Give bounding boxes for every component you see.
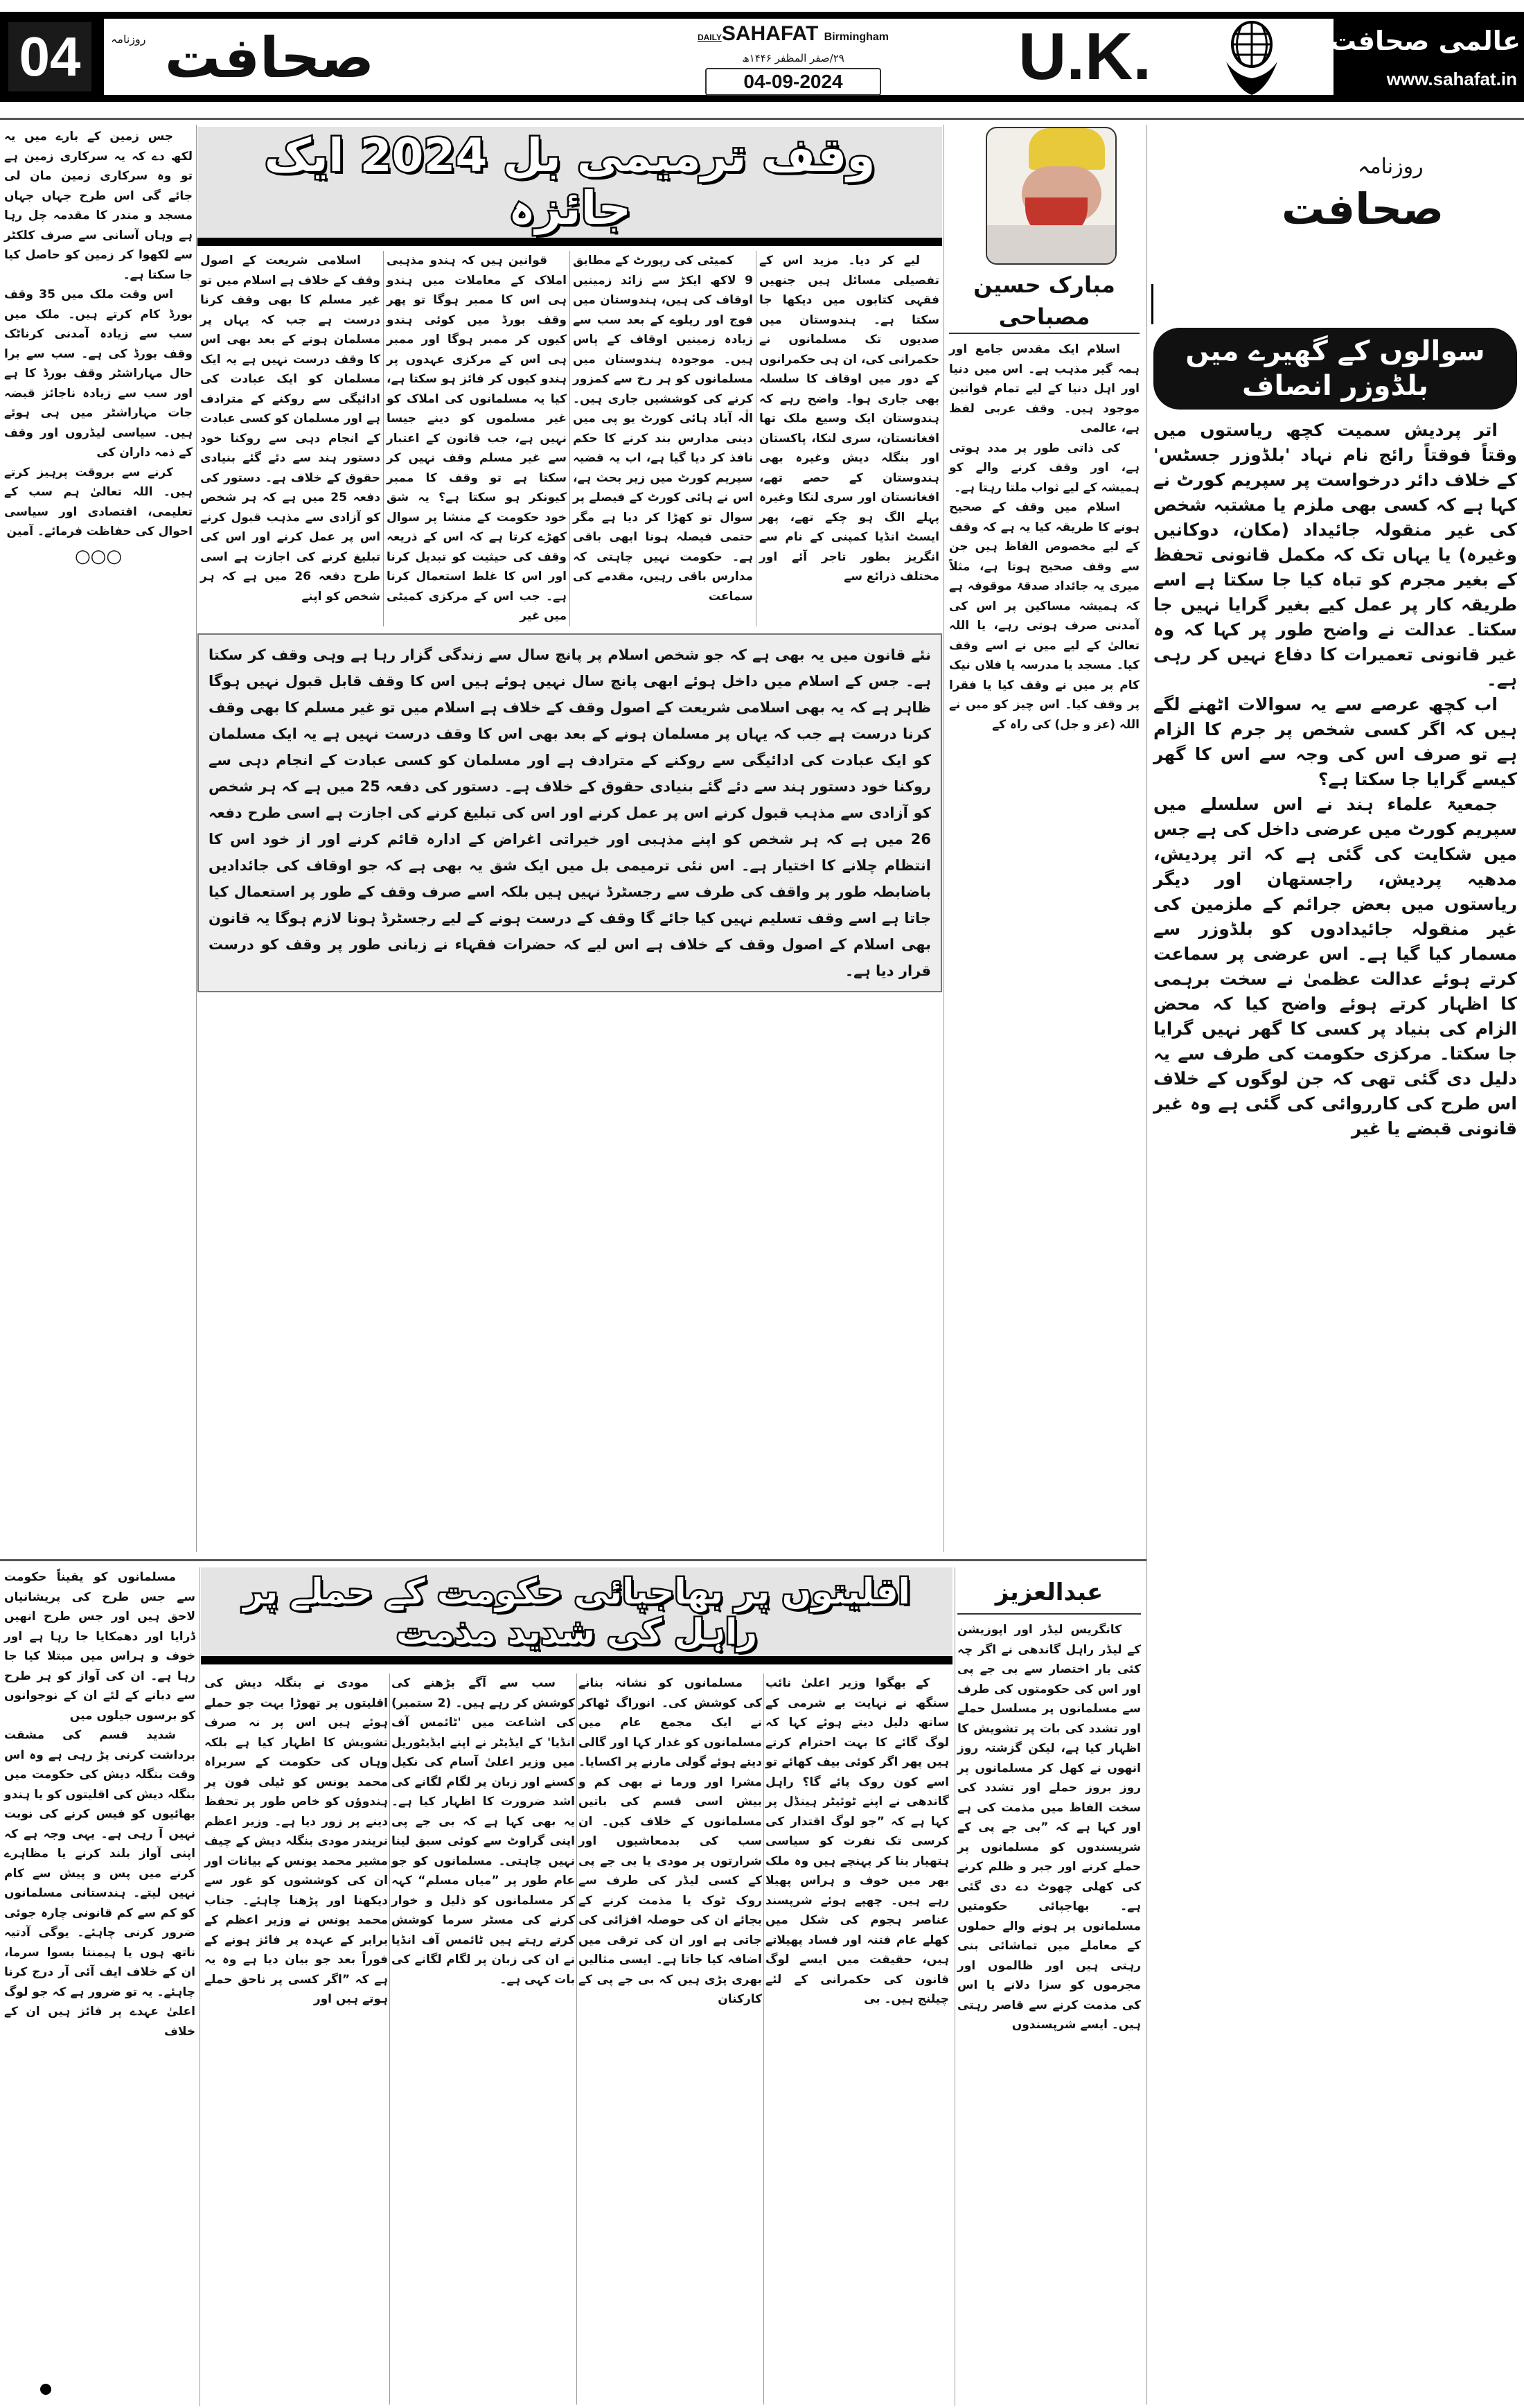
divider bbox=[1151, 284, 1153, 324]
author-column-text bbox=[949, 340, 1140, 735]
issue-date: 04-09-2024 bbox=[705, 68, 881, 96]
divider bbox=[0, 1559, 1146, 1561]
paragraph: اس وقت ملک میں 35 وقف بورڈ کام کرتے ہیں۔ ملک میں سب سے زیادہ آمدنی کرناٹک وقف بورڈ کی ہے۔ سب سے برا حال مہاراشٹر وقف بورڈ کا ہے اور سب سے زیادہ ناجائز قبضہ جات مہاراشٹر میں ہی ہوئے ہیں۔ سیاسی لیڈروں اور وقف کے ذمہ داران کی bbox=[4, 288, 193, 459]
article-column bbox=[383, 251, 569, 626]
end-mark: ○○○ bbox=[74, 545, 123, 567]
daily-prefix: DAILY bbox=[697, 33, 722, 42]
editorial-masthead-title: صحافت bbox=[1282, 184, 1444, 234]
author-name: عبدالعزیز bbox=[957, 1572, 1141, 1615]
article-column bbox=[197, 251, 383, 626]
editorial-masthead-small: روزنامہ bbox=[1358, 155, 1424, 179]
editorial-body bbox=[1153, 418, 1517, 1141]
bullet-mark bbox=[40, 2384, 51, 2395]
left-column-text bbox=[4, 127, 193, 568]
paragraph: اسلامی شریعت کے اصول وقف کے خلاف ہے اسلام میں تو غیر مسلم کا بھی وقف کرنا درست ہے جب کہ یہاں پر مسلمان ہونے کے بعد بھی اس کا وقف درست نہیں ہے یہ ایک مسلمان کو ایک عبادت کی ادائیگی سے روکنے کے مترادف ہے اور مسلمان کو کسی عبادت کے انجام دہی سے روکنا خود دستور ہند سے دئے گئے بنیادی حقوق کے خلاف ہے۔ دستور کی دفعہ 25 میں ہے کہ ہر شخص کو آزادی سے مذہب قبول کرنے اس پر عمل کرنے اور اس کی تبلیغ کرنے کی اجازت ہے اسی طرح دفعہ 26 میں ہے کہ ہر شخص کو اپنے bbox=[200, 254, 380, 604]
author-name: مبارک حسین مصباحی bbox=[949, 269, 1140, 334]
daily-city: Birmingham bbox=[824, 31, 889, 43]
paragraph: شدید قسم کی مشقت برداشت کرنی پڑ رہی ہے وہ اس وقت بنگلہ دیش کی حکومت میں بنگلہ دیش کی اقلیتوں کو یا ہندو بھائیوں کو فیس کرنے کی نوبت نہیں آ رہی ہے۔ یہی وجہ ہے کہ اپنی آواز بلند کرنے یا مظاہرے کرنے میں پس و پیش سے کام نہیں لیتے۔ ہندستانی مسلمانوں کو کم سے کم قانونی چارہ جوئی ضرور کرنی چاہئے۔ یوگی آدتیہ ناتھ ہوں یا ہیمنتا بسوا سرما، ان کے خلاف ایف آئی آر درج کرنا چاہئے۔ یہ تو ضرور ہے کہ جو لوگ اعلیٰ عہدے پر فائز ہیں ان کے خلاف bbox=[4, 1728, 195, 2039]
divider bbox=[763, 1673, 764, 2405]
paragraph: لیے کر دیا۔ مزید اس کے تفصیلی مسائل ہیں جنھیں فقہی کتابوں میں دیکھا جا سکتا ہے۔ ہندوستان میں صدیوں تک مسلمانوں نے حکمرانی کی، ان ہی حکمرانوں کے دور میں اوقاف کا سلسلہ بھی جاری ہوا۔ واضح رہے کہ ہندوستان ایک وسیع ملک تھا افغانستان، سری لنکا، پاکستان اور بنگلہ دیش وغیرہ بھی ہندوستان کے حصے تھے، افغانستان اور سری لنکا وغیرہ پہلے الگ ہو چکے تھے، پھر ایسٹ انڈیا کمپنی کے نام سے انگریز بطور تاجر آئے اور مختلف ذرائع سے bbox=[759, 254, 939, 583]
editorial-paragraph: جمعیۃ علماء ہند نے اس سلسلے میں سپریم کورٹ میں عرضی داخل کی ہے جس میں شکایت کی گئی ہے کہ اتر پردیش، مدھیہ پردیش، راجستھان اور دیگر ریاستوں میں بعض جرائم کے ملزمین کی غیر منقولہ جائیدادوں کو بلڈوزر سے مسمار کیا گیا ہے۔ اس عرضی پر سماعت کرتے ہوئے عدالت عظمیٰ نے سخت برہمی کا اظہار کرتے ہوئے واضح کیا کہ محض الزام کی بنیاد پر کسی کا گھر نہیں گرایا جا سکتا۔ مرکزی حکومت کی طرف سے یہ دلیل دی گئی تھی کہ جن لوگوں کے خلاف اس طرح کی کارروائی کی گئی ہے وہ غیر قانونی قبضے یا غیر bbox=[1153, 794, 1517, 1139]
edition-label: U.K. bbox=[1018, 19, 1151, 94]
waqf-headline-box bbox=[197, 127, 942, 246]
article-columns bbox=[197, 251, 942, 626]
divider bbox=[196, 125, 197, 1552]
minorities-left-column bbox=[4, 1567, 195, 2041]
article-column bbox=[391, 1673, 575, 1989]
waqf-article-body bbox=[197, 251, 942, 992]
paragraph: سب سے آگے بڑھنے کی کوشش کر رہے ہیں۔ (2 ستمبر) کی اشاعت میں 'ٹائمس آف انڈیا' کے ایڈیٹر نے اپنے ایڈیٹوریل میں وزیر اعلیٰ آسام کی نکیل کسنے اور زبان پر لگام لگانے کی اشد ضرورت کا اظہار کیا ہے۔ یہ بھی کہا ہے کہ بی جے پی اپنی گراوٹ سے کوئی سبق لینا نہیں چاہتی۔ مسلمانوں کو جو عام طور پر ”میاں مسلم“ کہہ کر مسلمانوں کو ذلیل و خوار کرنے کی مسٹر سرما کوشش کرتے رہتے ہیں ٹائمس آف انڈیا نے ان کی زبان پر لگام لگانے کی بات کہی ہے۔ bbox=[391, 1676, 575, 1987]
newspaper-logo: صحافت bbox=[164, 26, 374, 90]
paragraph: مودی نے بنگلہ دیش کی اقلیتوں پر تھوڑا بہت جو حملے ہوئے ہیں اس پر نہ صرف تشویش کا اظہار کیا ہے بلکہ وہاں کی حکومت کے سربراہ محمد یونس کو ٹیلی فون پر ہندوؤں کو خاص طور پر تحفظ دینے پر زور دیا ہے۔ وزیر اعظم نریندر مودی بنگلہ دیش کے چیف مشیر محمد یونس کے بیانات اور ان کی کوششوں کو غور سے دیکھنا اور پڑھنا چاہئے۔ جناب محمد یونس نے وزیر اعظم کے برابر کے عہدہ پر فائز ہونے کے فوراً بعد جو بیان دیا ہے وہ یہ ہے کہ ”اگر کسی پر ناحق حملے ہوتے ہیں اور bbox=[204, 1676, 388, 2006]
paragraph: مسلمانوں کو یقیناً حکومت سے جس طرح کی پریشانیاں لاحق ہیں اور جس طرح انھیں ڈرایا اور دھمکایا جا رہا ہے اور خوف و ہراس میں مبتلا کیا جا رہا ہے۔ ان کی آواز کو ہر طرح سے دبانے کے لئے ان کے نوجوانوں کو برسوں جیلوں میں bbox=[4, 1570, 195, 1723]
newspaper-logo-small: روزنامہ bbox=[111, 33, 146, 46]
daily-name: SAHAFAT bbox=[721, 22, 819, 45]
minorities-author-column bbox=[957, 1572, 1141, 2035]
highlight-box: نئے قانون میں یہ بھی ہے کہ جو شخص اسلام پر پانچ سال سے زندگی گزار رہا ہے وہی وقف کر سکتا ہے۔ جس کے اسلام میں داخل ہوئے ابھی پانچ سال نہیں ہوئے ہیں اس کا وقف قابل قبول نہیں ہوگا ظاہر ہے کہ یہ بھی اسلامی شریعت کے اصول وقف کے خلاف ہے اسلام میں تو غیر مسلم کا بھی وقف کرنا درست ہے جب کہ یہاں پر مسلمان ہونے کے بعد بھی اس کا وقف درست نہیں ہے یہ ایک مسلمان کو ایک عبادت کی ادائیگی سے روکنے کے مترادف ہے اور مسلمان کو کسی عبادت کے انجام دہی سے روکنا خود دستور ہند سے دئے گئے بنیادی حقوق کے خلاف ہے۔ دستور کی دفعہ 25 میں ہے کہ ہر شخص کو آزادی سے مذہب قبول کرنے اس پر عمل کرنے اور اس کی تبلیغ کرنے کی اجازت ہے اسی طرح دفعہ 26 میں ہے کہ ہر شخص کو اپنے مذہبی اور خیراتی اغراض کے ادارہ قائم کرنے اور از خود اس کا انتظام چلانے کا اختیار ہے۔ اس نئی ترمیمی بل میں ایک شق یہ بھی ہے کہ جو اوقاف کی جائدادیں باضابطہ طور پر واقف کی طرف سے رجسٹرڈ نہیں ہیں بلکہ اسے صرف وقف کے طور پر استعمال کیا جاتا ہے اسے وقف تسلیم نہیں کیا جائے گا وقف کے درست ہونے کے لیے رجسٹرڈ ہونا لازم ہوگا یہ قانون بھی اسلام کے اصول وقف کے خلاف ہے اس لیے کہ حضرات فقہاء نے زبانی طور پر وقف کو درست قرار دیا ہے۔ bbox=[197, 633, 942, 992]
paragraph: اسلام ایک مقدس جامع اور ہمہ گیر مذہب ہے۔ اس میں دنیا اور اہل دنیا کے لیے تمام قوانین موجود ہیں۔ وقف عربی لفظ ہے، عالمی bbox=[949, 342, 1140, 435]
author-column bbox=[949, 269, 1140, 735]
paragraph: قوانین ہیں کہ ہندو مذہبی املاک کے معاملات میں ہندو ہی اس کا ممبر ہوگا تو پھر وقف بورڈ میں کوئی ہندو کیوں کر ممبر ہوگا اور ممبر ہی اس کے مرکزی عہدوں پر ہندو کیوں کر فائز ہو سکتا ہے، کیا یہ مسلمانوں کی املاک کو غیر مسلموں کو دینے جیسا نہیں ہے، جب قانون کے اعتبار سے غیر مسلم وقف نہیں کر سکتا ہے تو وقف کا ممبر کیونکر ہو سکتا ہے؟ یہ شق خود حکومت کے منشا پر سوال کھڑے کرتا ہے کہ اس کے ذریعہ وقف کی حیثیت کو تبدیل کرنا اور اس کا غلط استعمال کرنا ہے۔ جب اس کے مرکزی کمیٹی میں غیر bbox=[387, 254, 567, 623]
daily-title-block bbox=[665, 21, 921, 96]
clothes-shape bbox=[987, 225, 1115, 265]
brand-urdu-logo: عالمی صحافت bbox=[1329, 26, 1521, 56]
paragraph: اسلام میں وقف کے صحیح ہونے کا طریقہ کیا یہ ہے کہ وقف کے لیے مخصوص الفاظ ہیں جن سے وقف صحیح ہوتا ہے، مثلاً میری یہ جائداد صدقۂ موقوفہ ہے کہ ہمیشہ مساکین پر اس کی آمدنی صرف ہوتی رہے، یا اللہ تعالیٰ کے لیے میں نے اسے وقف کیا۔ مسجد یا مدرسہ یا فلاں نیک کام پر میں نے وقف کیا یا فقرا پر وقف کیا۔ اس چیز کو میں نے اللہ (عز و جل) کی راہ کے bbox=[949, 500, 1140, 732]
divider bbox=[943, 125, 944, 1552]
page-number: 04 bbox=[8, 22, 91, 91]
paragraph: کانگریس لیڈر اور اپوزیشن کے لیڈر راہل گاندھی نے اگر چہ کئی بار اختصار سے بی جے پی اور اس کی حکومتوں کی طرف سے مسلمانوں پر مسلسل حملے اور تشدد کی بات پر تشویش کا اظہار کیا ہے، لیکن گزشتہ روز انھوں نے کھل کر مسلمانوں پر روز بروز حملے اور تشدد کی سخت الفاظ میں مذمت کی ہے اور کہا ہے کہ ”بی جے پی کے شرپسندوں کو مسلمانوں پر حملے کرنے اور جبر و ظلم کرنے کی کھلی چھوٹ دے دی گئی ہے۔ بھاجپائی حکومتیں مسلمانوں پر ہونے والے حملوں کے معاملے میں تماشائی بنی رہتی ہیں اور ظالموں اور مجرموں کو سزا دلانے یا اس کی مذمت کرنے سے قاصر رہتی ہیں۔ ایسے شرپسندوں bbox=[957, 1623, 1141, 2032]
paragraph: کے بھگوا وزیر اعلیٰ نائب سنگھ نے نہایت بے شرمی کے ساتھ دلیل دیتے ہوئے کہا کہ لوگ گائے کا بہت احترام کرتے ہیں پھر اگر کوئی بیف کھائے تو اسے کون روک پائے گا؟ راہل گاندھی نے اپنے ٹوئیٹر ہینڈل پر کہا ہے کہ ”جو لوگ اقتدار کی کرسی تک نفرت کو سیاسی ہتھیار بنا کر پہنچے ہیں وہ ملک بھر میں خوف و ہراس پھیلا رہے ہیں۔ چھپے ہوئے شرپسند عناصر ہجوم کی شکل میں کھلے عام فتنہ اور فساد پھیلاتے ہیں، حقیقت میں ایسے لوگ قانون کی حکمرانی کے لئے چیلنج ہیں۔ بی bbox=[765, 1676, 949, 2006]
editorial-paragraph: اب کچھ عرصے سے یہ سوالات اٹھنے لگے ہیں کہ اگر کسی شخص پر جرم کا الزام ہے تو صرف اس کی وجہ سے اس کا گھر کیسے گرایا جا سکتا ہے؟ bbox=[1153, 694, 1517, 789]
paragraph: کی ذاتی طور پر مدد ہوتی ہے، اور وقف کرنے والے کو ہمیشہ کے لیے ثواب ملتا رہتا ہے۔ bbox=[949, 441, 1140, 495]
article-column bbox=[569, 251, 756, 626]
divider bbox=[389, 1673, 390, 2405]
cap-shape bbox=[1029, 128, 1105, 170]
editorial-paragraph: اتر پردیش سمیت کچھ ریاستوں میں وقتاً فوقتاً رائج نام نہاد 'بلڈوزر جسٹس' کے خلاف دائر درخواست پر سپریم کورٹ نے کہا ہے کہ کسی بھی ملزم یا مشتبہ شخص کی غیر منقولہ جائیداد (مکان، دوکانیں وغیرہ) یا یہاں تک کہ مکمل قانونی تحفظ کے بغیر مجرم کو تباہ کیا جا سکتا ہے اسے طریقہ کار پر عمل کیے بغیر گرایا نہیں جا سکتا۔ عدالت نے واضح طور پر کہا کہ وہ غیر قانونی تعمیرات کا دفاع نہیں کر رہی ہے۔ bbox=[1153, 420, 1517, 689]
author-photo bbox=[986, 127, 1117, 265]
article-column bbox=[756, 251, 942, 626]
waqf-headline: وقف ترمیمی بل 2024 ایک جائزہ bbox=[264, 129, 876, 235]
article-column bbox=[765, 1673, 949, 2010]
minorities-headline: اقلیتوں پر بھاجپائی حکومت کے حملے پر راہل کی شدید مذمت bbox=[243, 1572, 910, 1652]
paragraph: کمیٹی کی رپورٹ کے مطابق 9 لاکھ ایکڑ سے زائد زمینیں اوقاف کی ہیں، ہندوستان میں فوج اور ریلوے کے بعد سب سے زیادہ زمینیں اوقاف کے پاس ہیں۔ موجودہ ہندوستان میں مسلمانوں کو ہر رخ سے کمزور کرنے کی کوششیں جاری ہیں۔ الٰہ آباد ہائی کورٹ یو پی میں دینی مدارس بند کرنے کا حکم نافذ کر دیا گیا ہے، اب یہ قضیہ سپریم کورٹ میں زیر بحث ہے، اس نے ہائی کورٹ کے فیصلے پر سوال تو کھڑا کر دیا ہے مگر حتمی فیصلہ ہونا ابھی باقی ہے۔ حکومت نہیں چاہتی کہ مدارس باقی رہیں، مقدمے کی سماعت bbox=[573, 254, 753, 604]
article-column bbox=[204, 1673, 388, 2010]
divider bbox=[576, 1673, 577, 2405]
paragraph: کرنے سے بروقت پرہیز کرتے ہیں۔ اللہ تعالیٰ ہم سب کے تعلیمی، اقتصادی اور سیاسی احوال کی حفاظت فرمائے۔ آمین bbox=[4, 465, 193, 538]
hijri-date: ۲۹/صفر المظفر ۱۴۴۶ھ bbox=[742, 52, 844, 64]
editorial-headline: سوالوں کے گھیرے میں بلڈوزر انصاف bbox=[1153, 328, 1517, 410]
brand-url[interactable]: www.sahafat.in bbox=[1386, 69, 1517, 89]
editorial bbox=[1153, 328, 1517, 1141]
minorities-right-column bbox=[957, 1620, 1141, 2035]
daily-title bbox=[665, 21, 921, 50]
paragraph: مسلمانوں کو نشانہ بنانے کی کوشش کی۔ انوراگ ٹھاکر نے ایک مجمع عام میں مسلمانوں کو غدار کہا اور گالی دیتے ہوئے گولی مارنے پر اکسایا۔ مشرا اور ورما نے بھی کم و بیش اسی قسم کی باتیں مسلمانوں کے خلاف کیں۔ ان سب کی بدمعاشیوں اور شرارتوں پر مودی یا بی جے پی کے کسی لیڈر کی طرف سے روک ٹوک یا مذمت کرنے کے بجائے ان کی حوصلہ افزائی کی جاتی ہے اور ان کی ترقی میں اضافہ کیا جاتا ہے۔ ایسی مثالیں بھری پڑی ہیں کہ بی جے پی کے کارکنان bbox=[578, 1676, 762, 2006]
minorities-headline-box bbox=[201, 1567, 952, 1664]
article-column bbox=[578, 1673, 762, 2010]
masthead bbox=[0, 12, 1524, 102]
divider bbox=[1146, 125, 1147, 2405]
divider bbox=[0, 118, 1524, 120]
paragraph: جس زمین کے بارے میں یہ لکھ دے کہ یہ سرکاری زمین ہے تو وہ سرکاری زمین مان لی جائے گی اس طرح جہاں جہاں مسجد و مندر کا مقدمہ چل رہا ہے وہاں آسانی سے صرف کلکٹر سے لکھوا کر زمین کو حاصل کیا جا سکتا ہے۔ bbox=[4, 130, 193, 282]
globe-logo-icon bbox=[1209, 20, 1295, 96]
